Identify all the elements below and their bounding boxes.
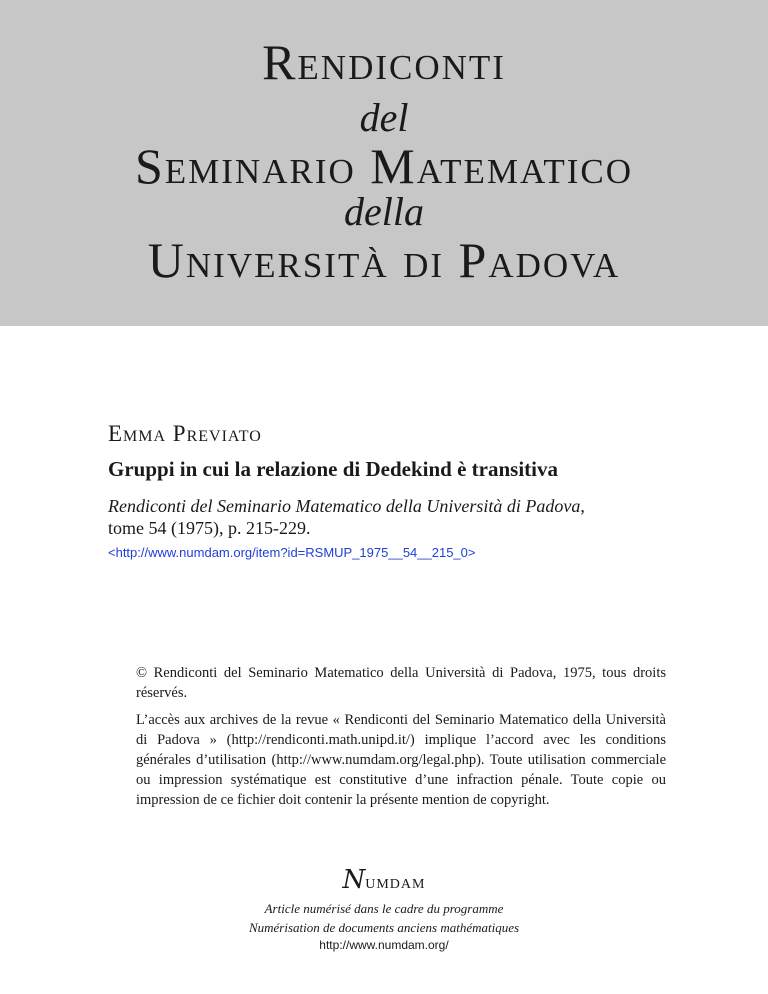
article-author: Emma Previato bbox=[108, 421, 262, 446]
copyright-notice: © Rendiconti del Seminario Matematico della Università di Padova, 1975, tous droits réservés. bbox=[136, 665, 666, 701]
numdam-logo bbox=[0, 865, 768, 895]
volume-pages: tome 54 (1975), p. 215-229. bbox=[108, 518, 311, 538]
article-url bbox=[108, 545, 475, 560]
journal-name: Rendiconti del Seminario Matematico della Università di Padova bbox=[108, 496, 581, 516]
article-title: Gruppi in cui la relazione di Dedekind è transitiva bbox=[108, 457, 558, 481]
banner-line-del: del bbox=[359, 95, 409, 140]
journal-banner bbox=[0, 0, 768, 326]
footer-url[interactable]: http://www.numdam.org/ bbox=[319, 938, 449, 952]
logo-initial: N bbox=[342, 865, 366, 895]
banner-line-seminario: Seminario Matematico bbox=[134, 138, 634, 194]
banner-line-della: della bbox=[344, 189, 424, 234]
banner-line-universita: Università di Padova bbox=[147, 232, 621, 288]
footer-line-2: Numérisation de documents anciens mathématiques bbox=[248, 920, 520, 935]
journal-reference: Rendiconti del Seminario Matematico della Università di Padova, tome 54 (1975), p. 215-229. bbox=[108, 496, 585, 538]
article-link[interactable]: <http://www.numdam.org/item?id=RSMUP_1975__54__215_0> bbox=[108, 545, 476, 560]
banner-line-rendiconti: Rendiconti bbox=[262, 34, 506, 90]
access-terms: L’accès aux archives de la revue « Rendiconti del Seminario Matematico della Università di Padova » (http://rendiconti.math.unipd.it/) implique l’accord avec les conditions générales d’utilisation (http://www.numdam.org/legal.php). Toute utilisation commerciale ou impression systématique est constitutive d’une infraction pénale. Toute copie ou impression de ce fichier doit contenir la présente mention de copyright. bbox=[136, 712, 666, 808]
logo-rest: umdam bbox=[365, 871, 426, 893]
footer-line-1: Article numérisé dans le cadre du programme bbox=[264, 901, 504, 916]
